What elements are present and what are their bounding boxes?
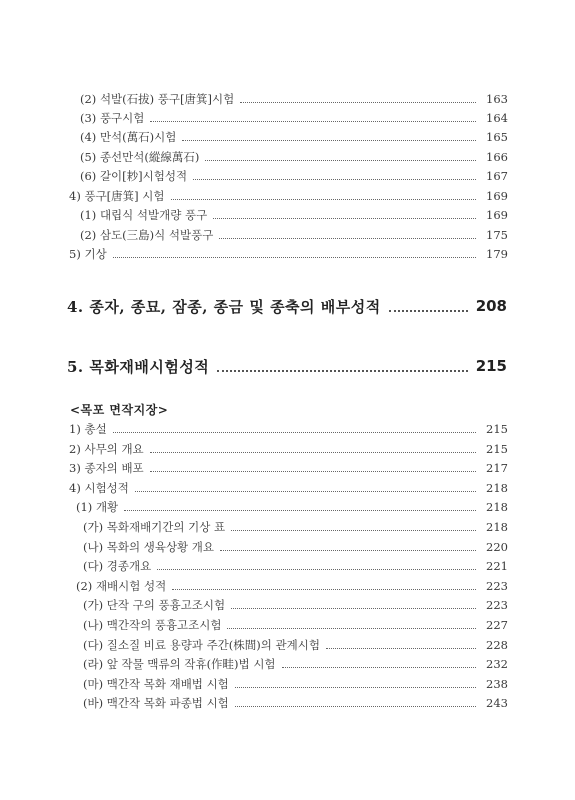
toc-entry [0, 90, 575, 108]
leader-dots [389, 309, 468, 312]
entry-page: 218 [486, 481, 508, 495]
toc-entry [0, 245, 575, 263]
entry-label: (1) 개황 [76, 500, 119, 514]
entry-page: 166 [486, 150, 508, 164]
toc-entry [0, 655, 575, 673]
entry-label: (5) 종선만석(縱線萬石) [80, 150, 200, 164]
section-page: 215 [475, 357, 507, 375]
leader-dots [240, 101, 476, 103]
entry-label: (가) 목화재배기간의 기상 표 [83, 520, 226, 534]
toc-entry [0, 616, 575, 634]
entry-page: 215 [486, 422, 508, 436]
toc-entry [0, 538, 575, 556]
leader-dots [113, 256, 476, 258]
entry-label: 1) 총설 [69, 422, 107, 436]
toc-entry [0, 459, 575, 477]
leader-dots [157, 568, 476, 570]
entry-label: (다) 경종개요 [83, 559, 152, 573]
leader-dots [220, 549, 476, 551]
entry-page: 164 [486, 111, 508, 125]
entry-page: 238 [486, 677, 508, 691]
entry-page: 217 [486, 461, 508, 475]
toc-entry [0, 206, 575, 224]
entry-page: 232 [486, 657, 508, 671]
entry-label: (2) 석발(石拔) 풍구[唐箕]시험 [80, 92, 235, 106]
section-label: 5. 목화재배시험성적 [67, 357, 210, 376]
entry-label: (가) 단작 구의 풍흉고조시험 [83, 598, 226, 612]
entry-label: (바) 맥간작 목화 파종법 시험 [83, 696, 229, 710]
section-heading-4 [0, 294, 575, 318]
entry-page: 169 [486, 208, 508, 222]
entry-label: (1) 대립식 석발개량 풍구 [80, 208, 208, 222]
toc-entry [0, 596, 575, 614]
entry-page: 218 [486, 500, 508, 514]
toc-entry [0, 128, 575, 146]
leader-dots [193, 178, 476, 180]
entry-page: 165 [486, 130, 508, 144]
entry-label: (나) 목화의 생육상황 개요 [83, 540, 215, 554]
entry-page: 223 [486, 598, 508, 612]
subheading: <목포 면작지장> [70, 403, 169, 417]
entry-label: 3) 종자의 배포 [69, 461, 144, 475]
entry-page: 223 [486, 579, 508, 593]
toc-entry [0, 675, 575, 693]
leader-dots [171, 198, 476, 200]
leader-dots [182, 139, 476, 141]
entry-page: 163 [486, 92, 508, 106]
leader-dots [227, 627, 476, 629]
leader-dots [213, 217, 476, 219]
toc-entry [0, 440, 575, 458]
toc-entry [0, 636, 575, 654]
leader-dots [217, 369, 467, 372]
entry-label: (라) 앞 작물 맥류의 작휴(作畦)법 시험 [83, 657, 276, 671]
leader-dots [150, 451, 476, 453]
entry-page: 220 [486, 540, 508, 554]
toc-entry [0, 226, 575, 244]
entry-page: 227 [486, 618, 508, 632]
toc-entry [0, 479, 575, 497]
leader-dots [150, 120, 476, 122]
entry-label: (2) 재배시험 성적 [76, 579, 167, 593]
leader-dots [231, 529, 476, 531]
entry-label: (4) 만석(萬石)시험 [80, 130, 177, 144]
toc-entry [0, 187, 575, 205]
entry-label: (6) 갈이[耖]시험성적 [80, 169, 188, 183]
leader-dots [231, 607, 476, 609]
leader-dots [172, 588, 476, 590]
leader-dots [150, 470, 476, 472]
toc-entry [0, 557, 575, 575]
entry-label: 4) 풍구[唐箕] 시험 [69, 189, 165, 203]
leader-dots [235, 686, 476, 688]
entry-label: 5) 기상 [69, 247, 107, 261]
toc-entry [0, 109, 575, 127]
entry-page: 175 [486, 228, 508, 242]
entry-label: (나) 맥간작의 풍흉고조시험 [83, 618, 222, 632]
entry-page: 243 [486, 696, 508, 710]
entry-label: (2) 삼도(三島)식 석발풍구 [80, 228, 214, 242]
toc-entry [0, 167, 575, 185]
entry-page: 169 [486, 189, 508, 203]
entry-page: 221 [486, 559, 508, 573]
toc-entry [0, 148, 575, 166]
entry-label: (다) 질소질 비료 용량과 주간(株間)의 관계시험 [83, 638, 320, 652]
section-label: 4. 종자, 종묘, 잠종, 종금 및 종축의 배부성적 [67, 297, 381, 316]
leader-dots [282, 666, 476, 668]
toc-entry [0, 518, 575, 536]
section-heading-5 [0, 354, 575, 378]
toc-entry [0, 420, 575, 438]
leader-dots [135, 490, 476, 492]
entry-page: 218 [486, 520, 508, 534]
leader-dots [219, 237, 476, 239]
section-page: 208 [475, 297, 507, 315]
leader-dots [326, 647, 476, 649]
leader-dots [124, 509, 476, 511]
entry-page: 179 [486, 247, 508, 261]
entry-page: 167 [486, 169, 508, 183]
leader-dots [113, 431, 476, 433]
leader-dots [235, 705, 476, 707]
entry-label: (마) 맥간작 목화 재배법 시험 [83, 677, 229, 691]
entry-label: 2) 사무의 개요 [69, 442, 144, 456]
entry-page: 215 [486, 442, 508, 456]
entry-label: (3) 풍구시험 [80, 111, 145, 125]
leader-dots [205, 159, 476, 161]
entry-page: 228 [486, 638, 508, 652]
toc-entry [0, 498, 575, 516]
toc-entry [0, 577, 575, 595]
toc-entry [0, 694, 575, 712]
entry-label: 4) 시험성적 [69, 481, 129, 495]
